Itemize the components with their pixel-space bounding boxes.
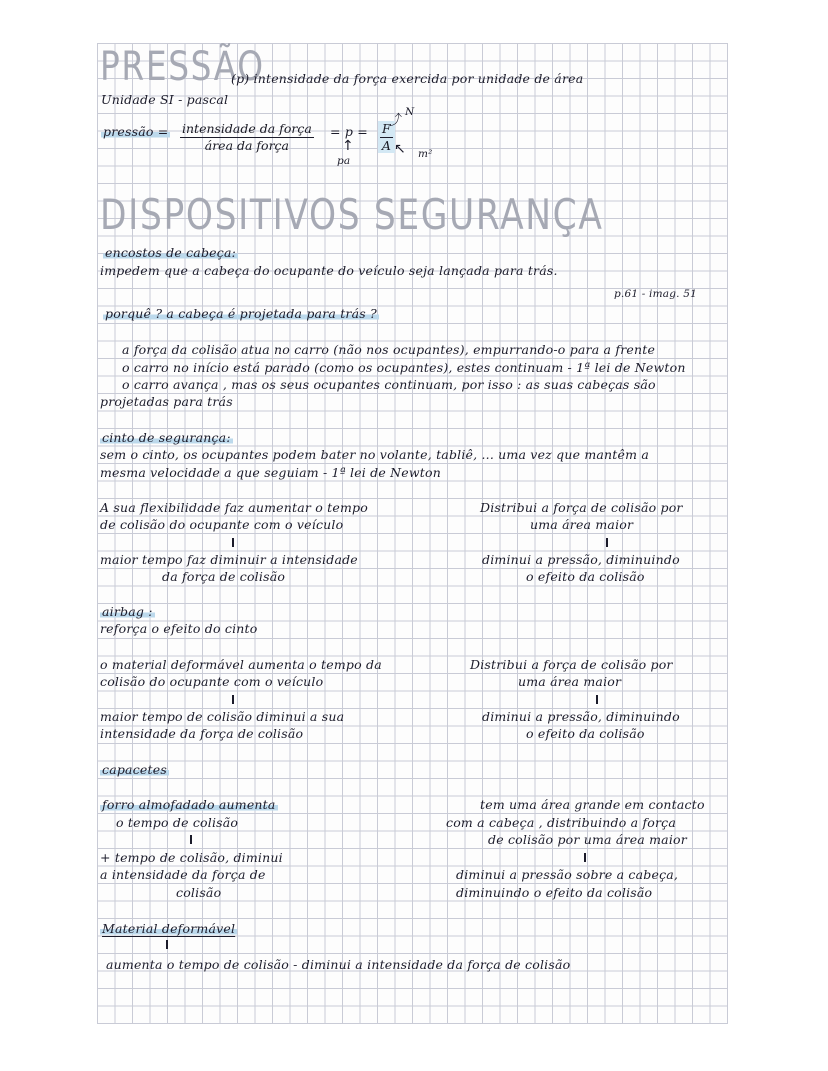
formula-equals-p: = p = (330, 124, 368, 139)
arrow-up-icon: ↑ (342, 138, 354, 154)
formula-lhs (101, 124, 170, 139)
cinto-line1: sem o cinto, os ocupantes podem bater no volante, tabliê, ... uma vez que mantêm a (100, 447, 650, 462)
material-line1: aumenta o tempo de colisão - diminui a intensidade da força de colisão (106, 957, 571, 972)
encostos-reference: p.61 - imag. 51 (614, 288, 697, 300)
airbag-right-3: diminui a pressão, diminuindo (482, 709, 680, 724)
formula-denominator: área da força (204, 138, 290, 153)
formula-F: F (382, 121, 391, 136)
encostos-explain-3: o carro avança , mas os seus ocupantes continuam, por isso : as suas cabeças são (122, 377, 656, 392)
cinto-left-4: da força de colisão (162, 569, 286, 584)
encostos-heading-text: encostos de cabeça: (105, 245, 237, 260)
capacetes-right-3: de colisão por uma área maior (488, 832, 687, 847)
cinto-heading-text: cinto de segurança: (102, 430, 231, 445)
unidade-si: Unidade SI - pascal (101, 92, 229, 107)
airbag-right-connector (596, 695, 598, 704)
airbag-left-connector (232, 695, 234, 704)
capacetes-heading (100, 762, 169, 777)
cinto-right-2: uma área maior (530, 517, 634, 532)
encostos-heading (103, 245, 238, 260)
encostos-explain-2: o carro no início está parado (como os ocupantes), estes continuam - 1ª lei de Newton (122, 360, 686, 375)
material-heading (100, 921, 237, 936)
airbag-right-4: o efeito da colisão (526, 726, 645, 741)
capacetes-heading-text: capacetes (102, 762, 167, 777)
cinto-heading (100, 430, 233, 445)
airbag-right-1: Distribui a força de colisão por (470, 657, 673, 672)
unit-pa: pa (337, 155, 351, 167)
encostos-explain-1: a força da colisão atua no carro (não nos ocupantes), empurrando-o para a frente (122, 342, 656, 357)
cinto-line2: mesma velocidade a que seguiam - 1ª lei de Newton (100, 465, 441, 480)
capacetes-right-5: diminuindo o efeito da colisão (456, 885, 653, 900)
encostos-question-text: porquê ? a cabeça é projetada para trás ? (105, 306, 377, 321)
encostos-line1: impedem que a cabeça do ocupante do veículo seja lançada para trás. (100, 263, 558, 278)
capacetes-right-2: com a cabeça , distribuindo a força (446, 815, 677, 830)
encostos-question (103, 306, 379, 321)
capacetes-left-2: o tempo de colisão (116, 815, 239, 830)
cinto-left-2: de colisão do ocupante com o veículo (100, 517, 344, 532)
capacetes-left-1-text: forro almofadado aumenta (102, 797, 276, 812)
formula-numerator: intensidade da força (182, 121, 312, 136)
formula-fraction (180, 121, 314, 153)
capacetes-left-1 (100, 797, 278, 812)
unit-m2: m² (418, 148, 433, 160)
capacetes-left-4: a intensidade da força de (100, 867, 266, 882)
capacetes-right-1: tem uma área grande em contacto (480, 797, 705, 812)
formula-A: A (381, 138, 391, 153)
airbag-left-1: o material deformável aumenta o tempo da (100, 657, 382, 672)
capacetes-left-5: colisão (176, 885, 222, 900)
airbag-left-4: intensidade da força de colisão (100, 726, 304, 741)
encostos-explain-4: projetadas para trás (100, 394, 233, 409)
capacetes-right-connector (584, 853, 586, 862)
capacetes-left-connector (190, 835, 192, 844)
material-heading-text: Material deformável (102, 921, 236, 936)
cinto-right-connector (606, 538, 608, 547)
title-dispositivos-seguranca: DISPOSITIVOS SEGURANÇA (100, 190, 604, 239)
airbag-heading-text: airbag : (102, 604, 153, 619)
pressao-word: pressão = (103, 124, 169, 139)
airbag-line1: reforça o efeito do cinto (100, 621, 258, 636)
title-pressao: PRESSÃO (100, 44, 265, 90)
cinto-right-3: diminui a pressão, diminuindo (482, 552, 680, 567)
pressao-definition: (p) intensidade da força exercida por unidade de área (231, 71, 584, 86)
material-connector (166, 940, 168, 949)
arrow-to-m2-icon: ↖ (394, 141, 406, 157)
cinto-right-1: Distribui a força de colisão por (480, 500, 683, 515)
cinto-left-1: A sua flexibilidade faz aumentar o tempo (100, 500, 368, 515)
airbag-right-2: uma área maior (518, 674, 622, 689)
capacetes-left-3: + tempo de colisão, diminui (100, 850, 283, 865)
cinto-left-connector (232, 538, 234, 547)
airbag-left-2: colisão do ocupante com o veículo (100, 674, 324, 689)
airbag-heading (100, 604, 155, 619)
cinto-left-3: maior tempo faz diminuir a intensidade (100, 552, 358, 567)
airbag-left-3: maior tempo de colisão diminui a sua (100, 709, 345, 724)
unit-N: N (405, 106, 415, 118)
capacetes-right-4: diminui a pressão sobre a cabeça, (456, 867, 679, 882)
cinto-right-4: o efeito da colisão (526, 569, 645, 584)
arrow-to-N-icon: ⤴ (388, 113, 402, 129)
